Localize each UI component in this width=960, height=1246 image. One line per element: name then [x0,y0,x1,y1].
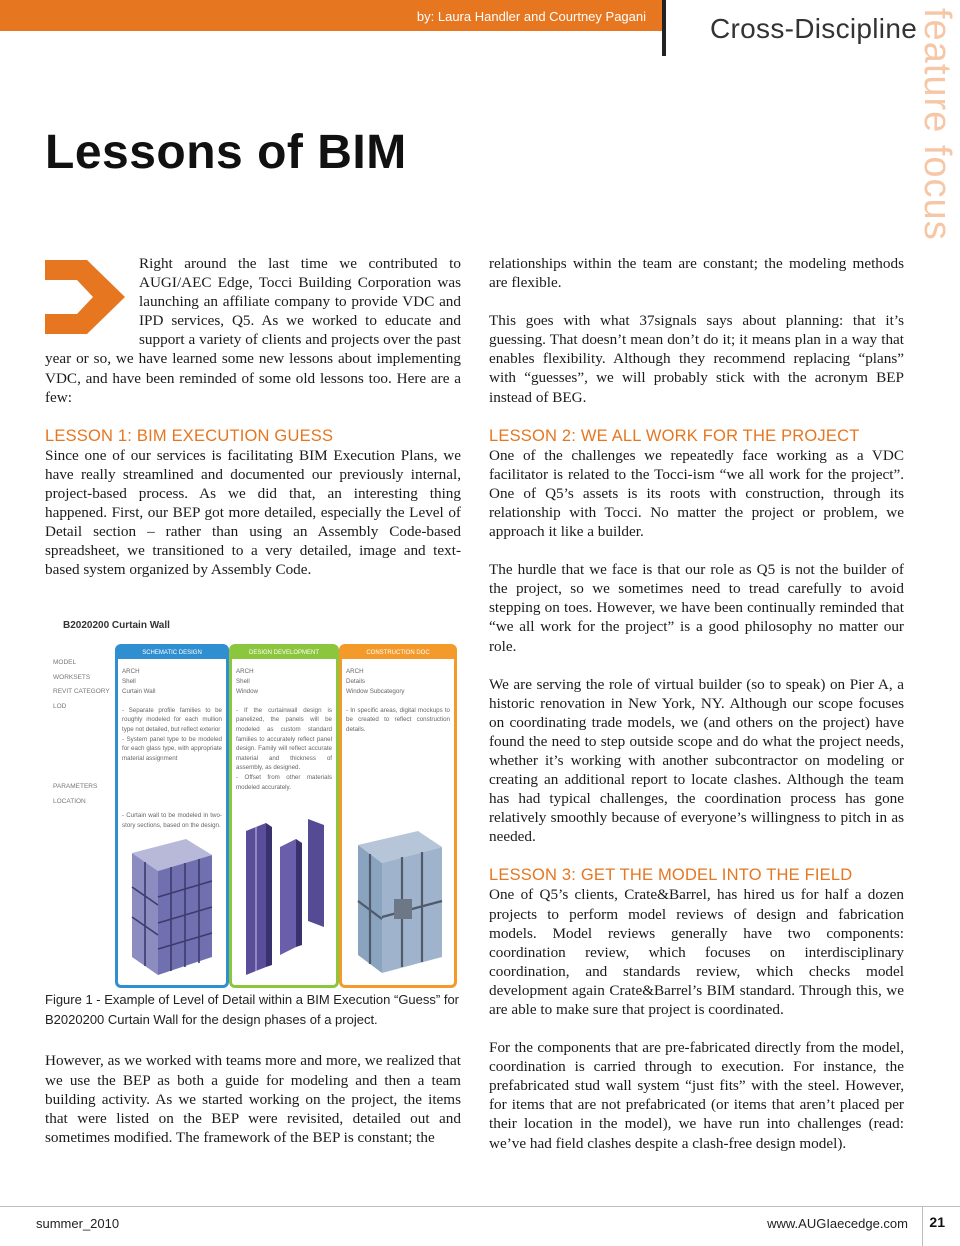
header-divider [662,0,666,56]
intro-paragraph: Right around the last time we contributed to AUGI/AEC Edge, Tocci Building Corporation was launching an affiliate company to provide VDC and IPD services, Q5. As we worked to educate and support a variety of clients and projects over the past year or so, we have learned some new lessons about implementing VDC, and have been reminded of some old lessons too. Here are a few: [45,255,461,406]
phase-text: ARCH Shell Window - If the curtainwall design is panelized, the panels will be modeled as custom standard families to accurately reflect panel design. Family will reflect accurate material and thickness of assembly, as designed. - Offset from other materials modeled accurately. [236,668,332,791]
row-label: LOD [53,702,67,710]
figure-row-labels [53,656,110,714]
figure-title: B2020200 Curtain Wall [63,620,170,632]
phase-panel-design-development [229,644,339,988]
panel-illustration [238,817,330,977]
lesson2-heading: LESSON 2: WE ALL WORK FOR THE PROJECT [489,426,860,445]
right-paragraph-1: relationships within the team are constant; the modeling methods are flexible. [489,255,904,292]
row-label: PARAMETERS [53,783,98,791]
curtain-wall-grid-illustration [126,837,218,977]
page-number: 21 [929,1214,945,1230]
lesson1-paragraph-1: Since one of our services is facilitating BIM Execution Plans, we have really streamlined and documented our previously internal, project-based process. As we did that, an interesting thing happened. First, our BEP got more detailed, especially the Level of Detail section – rather than using an Assembly Code-based spreadsheet, we transitioned to a very detailed, image and text-based system organized by Assembly Code. [45,446,461,579]
phase-panel-construction [339,644,457,988]
footer-issue: summer_2010 [36,1216,120,1231]
header-bar [0,0,662,31]
chevron-arrow-icon [45,254,129,340]
right-paragraph-2: This goes with what 37signals says about planning: that it’s guessing. That doesn’t mean don’t do it; it means plan in a way that enables flexibility. Although they recommend replacing “plans” with “guesses”, we will probably stick with the acronym BEP instead of BEG. [489,312,904,406]
byline: by: Laura Handler and Courtney Pagani [416,9,646,24]
footer-rule [0,1206,960,1207]
column-left [45,254,461,1166]
column-right [489,254,904,1172]
row-label: WORKSETS [53,673,91,681]
lesson1-paragraph-2: However, as we worked with teams more and more, we realized that we use the BEP as both a guide for modeling and then a team building activity. As we started working on the project, the items that were listed on the BEP were revisited, detailed out and sometimes modified. The framework of the BEP is constant; the [45,1052,461,1146]
phase-header: DESIGN DEVELOPMENT [232,647,336,659]
row-label: LOCATION [53,797,86,805]
lesson2-paragraph-3: We are serving the role of virtual builder (so to speak) on Pier A, a historic renovation in New York, NY. Although our scope focuses on coordinating trade models, we (and others on the project) have found the need to step outside scope and do what the project needs, whether it’s working with another subcontractor on modeling or creating an additional report to locate clashes. Although the team has had typical challenges, the coordination process has gone relatively smoothly because of everyone’s willingness to pitch in as needed. [489,675,904,846]
footer-website: www.AUGIaecedge.com [767,1216,908,1231]
lesson3-paragraph-2: For the components that are pre-fabricated directly from the model, coordination is carried through to execution. For instance, the prefabricated stud wall system “just fits” with the steel. However, for items that are not prefabricated (or items that aren’t placed per their location in the model), we have run into challenges (read: we’ve had field clashes despite a clash-free design model). [489,1039,904,1152]
phase-text: ARCH Details Window Subcategory - In specific areas, digital mockups to be created to reflect construction details. [346,668,450,733]
section-label: Cross-Discipline [710,13,918,44]
figure-row-labels-lower [53,780,97,809]
lesson1-heading: LESSON 1: BIM EXECUTION GUESS [45,426,334,445]
figure-caption: Figure 1 - Example of Level of Detail within a BIM Execution “Guess” for B2020200 Curtain Wall for the design phases of a project. [45,992,460,1027]
feature-tag: feature focus [916,8,958,241]
row-label: REVIT CATEGORY [53,688,110,696]
phase-header: CONSTRUCTION DOC [342,647,454,659]
phase-text: ARCH Shell Curtain Wall - Separate profile families to be roughly modeled for each mullion type not detailed, but reflect exterior - System panel type to be modeled for each glass type, with appropriate material assignment - Curtain wall to be modeled in two-story sections, based on the design. [122,668,222,829]
phase-header: SCHEMATIC DESIGN [118,647,226,659]
article-title: Lessons of BIM [45,126,407,179]
lesson2-paragraph-1: One of the challenges we repeatedly face working as a VDC facilitator is related to the Tocci-ism “we all work for the project”. One of Q5’s assets is its roots with construction, through its relationship with Tocci. No matter the project or problem, we approach it like a builder. [489,446,904,541]
row-label: MODEL [53,659,77,667]
lesson3-paragraph-1: One of Q5’s clients, Crate&Barrel, has hired us for half a dozen projects to perform model reviews of design and fabrication models. Model reviews generally have two components: coordination review, which focuses on interdisciplinary coordination, and standards review, which checks model development again Crate&Barrel’s BIM standard. Through this, we are able to make sure that project is coordinated. [489,886,904,1018]
lesson2-paragraph-2: The hurdle that we face is that our role as Q5 is not the builder of the project, so we sometimes need to tread carefully to avoid stepping on toes. However, we have been continually reminded that “we all work for the project” is a good philosophy no matter our role. [489,561,904,655]
footer-separator [922,1207,923,1246]
phase-panel-schematic [115,644,229,988]
figure-lod-chart [45,598,461,988]
lesson3-heading: LESSON 3: GET THE MODEL INTO THE FIELD [489,866,853,885]
detail-illustration [348,827,448,977]
